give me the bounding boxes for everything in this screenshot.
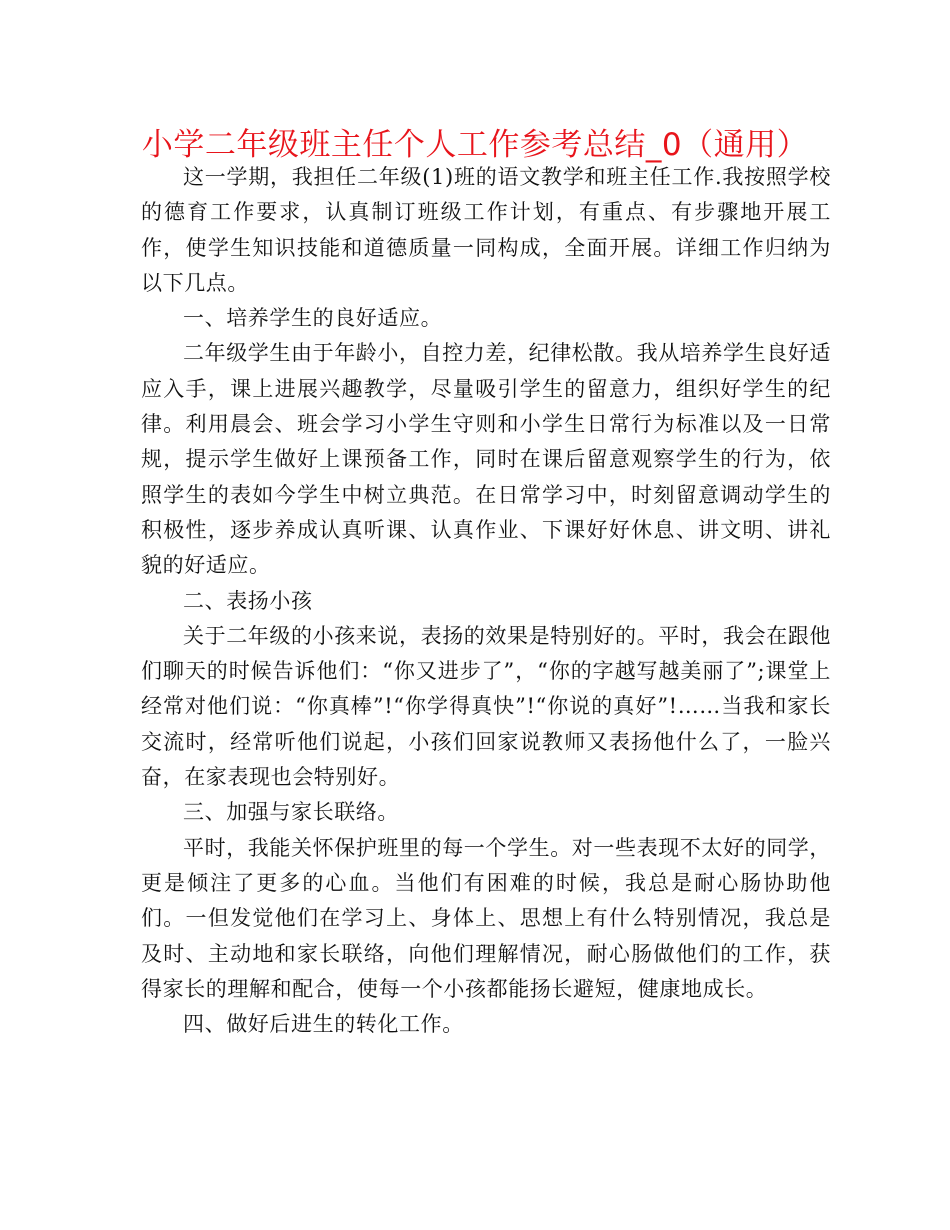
document-body: [141, 160, 831, 1042]
section-heading-4: 四、做好后进生的转化工作。: [183, 1012, 464, 1037]
section-paragraph-1: 二年级学生由于年龄小，自控力差，纪律松散。我从培养学生良好适应入手，课上进展兴趣教学，尽量吸引学生的留意力，组织好学生的纪律。利用晨会、班会学习小学生守则和小学生日常行为标准以及一日常规，提示学生做好上课预备工作，同时在课后留意观察学生的行为，依照学生的表如今学生中树立典范。在日常学习中，时刻留意调动学生的积极性，逐步养成认真听课、认真作业、下课好好休息、讲文明、讲礼貌的好适应。: [141, 341, 831, 578]
document-title: 小学二年级班主任个人工作参考总结_0（通用）: [141, 127, 809, 163]
section-heading-1: 一、培养学生的良好适应。: [183, 306, 443, 331]
intro-paragraph: 这一学期，我担任二年级(1)班的语文教学和班主任工作.我按照学校的德育工作要求，认真制订班级工作计划，有重点、有步骤地开展工作，使学生知识技能和道德质量一同构成，全面开展。详细工作归纳为以下几点。: [141, 165, 831, 295]
section-paragraph-3: 平时，我能关怀保护班里的每一个学生。对一些表现不太好的同学，更是倾注了更多的心血。当他们有困难的时候，我总是耐心肠协助他们。一但发觉他们在学习上、身体上、思想上有什么特别情况，我总是及时、主动地和家长联络，向他们理解情况，耐心肠做他们的工作，获得家长的理解和配合，使每一个小孩都能扬长避短，健康地成长。: [141, 835, 831, 1001]
section-paragraph-2: 关于二年级的小孩来说，表扬的效果是特别好的。平时，我会在跟他们聊天的时候告诉他们：“你又进步了”，“你的字越写越美丽了”;课堂上经常对他们说：“你真棒”!“你学得真快”!“你说的真好”!……当我和家长交流时，经常听他们说起，小孩们回家说教师又表扬他什么了，一脸兴奋，在家表现也会特别好。: [141, 623, 831, 790]
section-heading-2: 二、表扬小孩: [183, 588, 313, 613]
section-heading-3: 三、加强与家长联络。: [183, 800, 399, 825]
